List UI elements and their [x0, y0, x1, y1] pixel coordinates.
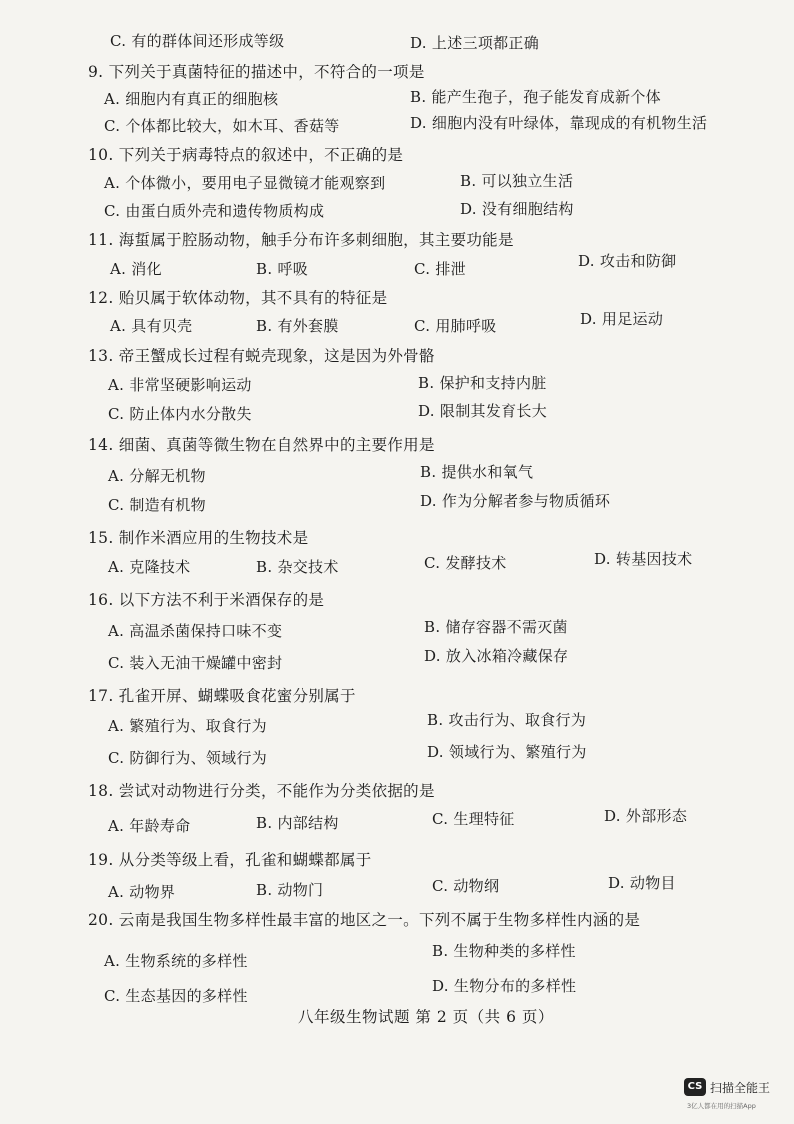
camscanner-name: 扫描全能王 [710, 1081, 771, 1095]
question-stem: 16. 以下方法不利于米酒保存的是 [88, 591, 325, 609]
page-footer: 八年级生物试题 第 2 页（共 6 页） [298, 1008, 554, 1026]
answer-option: C. 防御行为、领域行为 [108, 749, 268, 767]
answer-option: B. 杂交技术 [256, 558, 339, 576]
answer-option: B. 生物种类的多样性 [432, 942, 576, 960]
answer-option: A. 具有贝壳 [110, 317, 193, 335]
answer-option: B. 有外套膜 [256, 317, 339, 335]
answer-option: B. 储存容器不需灭菌 [424, 618, 568, 636]
answer-option: D. 生物分布的多样性 [432, 977, 577, 995]
question-stem: 9. 下列关于真菌特征的描述中，不符合的一项是 [88, 63, 425, 81]
answer-option: A. 个体微小，要用电子显微镜才能观察到 [104, 174, 386, 192]
answer-option: C. 由蛋白质外壳和遗传物质构成 [104, 202, 325, 220]
camscanner-logo-icon: CS [684, 1078, 706, 1096]
answer-option: D. 上述三项都正确 [410, 34, 540, 52]
question-stem: 20. 云南是我国生物多样性最丰富的地区之一。下列不属于生物多样性内涵的是 [88, 911, 641, 929]
question-stem: 17. 孔雀开屏、蝴蝶吸食花蜜分别属于 [88, 687, 356, 705]
answer-option: B. 攻击行为、取食行为 [427, 711, 587, 729]
question-stem: 12. 贻贝属于软体动物，其不具有的特征是 [88, 289, 388, 307]
answer-option: A. 动物界 [108, 883, 176, 901]
answer-option: A. 繁殖行为、取食行为 [108, 717, 267, 735]
answer-option: C. 装入无油干燥罐中密封 [108, 654, 283, 672]
answer-option: A. 非常坚硬影响运动 [108, 376, 252, 394]
question-stem: 15. 制作米酒应用的生物技术是 [88, 529, 309, 547]
answer-option: C. 有的群体间还形成等级 [110, 32, 285, 50]
answer-option: A. 消化 [110, 260, 162, 278]
answer-option: A. 细胞内有真正的细胞核 [104, 90, 279, 108]
answer-option: B. 能产生孢子，孢子能发育成新个体 [410, 88, 661, 106]
answer-option: B. 内部结构 [256, 814, 339, 832]
answer-option: D. 用足运动 [580, 310, 664, 328]
answer-option: A. 克隆技术 [108, 558, 191, 576]
question-stem: 18. 尝试对动物进行分类，不能作为分类依据的是 [88, 782, 435, 800]
answer-option: D. 细胞内没有叶绿体，靠现成的有机物生活 [410, 114, 708, 132]
answer-option: D. 限制其发育长大 [418, 402, 548, 420]
answer-option: C. 发酵技术 [424, 554, 507, 572]
answer-option: B. 保护和支持内脏 [418, 374, 547, 392]
answer-option: D. 攻击和防御 [578, 252, 677, 270]
answer-option: C. 用肺呼吸 [414, 317, 497, 335]
answer-option: D. 放入冰箱冷藏保存 [424, 647, 569, 665]
answer-option: D. 作为分解者参与物质循环 [420, 492, 611, 510]
answer-option: C. 防止体内水分散失 [108, 405, 252, 423]
answer-option: C. 个体都比较大，如木耳、香菇等 [104, 117, 340, 135]
answer-option: B. 可以独立生活 [460, 172, 574, 190]
answer-option: D. 没有细胞结构 [460, 200, 574, 218]
answer-option: B. 动物门 [256, 881, 324, 899]
answer-option: B. 提供水和氧气 [420, 463, 534, 481]
answer-option: A. 分解无机物 [108, 467, 206, 485]
camscanner-tagline: 3亿人都在用的扫描App [687, 1102, 756, 1110]
answer-option: D. 动物目 [608, 874, 676, 892]
question-stem: 10. 下列关于病毒特点的叙述中，不正确的是 [88, 146, 404, 164]
answer-option: C. 排泄 [414, 260, 466, 278]
answer-option: C. 生理特征 [432, 810, 515, 828]
answer-option: A. 高温杀菌保持口味不变 [108, 622, 283, 640]
question-stem: 14. 细菌、真菌等微生物在自然界中的主要作用是 [88, 436, 435, 454]
question-stem: 19. 从分类等级上看，孔雀和蝴蝶都属于 [88, 851, 372, 869]
question-stem: 11. 海蜇属于腔肠动物，触手分布许多刺细胞，其主要功能是 [88, 231, 514, 249]
answer-option: A. 生物系统的多样性 [104, 952, 248, 970]
answer-option: B. 呼吸 [256, 260, 309, 278]
question-stem: 13. 帝王蟹成长过程有蜕壳现象，这是因为外骨骼 [88, 347, 435, 365]
answer-option: C. 生态基因的多样性 [104, 987, 248, 1005]
answer-option: A. 年龄寿命 [108, 817, 191, 835]
answer-option: D. 领域行为、繁殖行为 [427, 743, 587, 761]
answer-option: C. 制造有机物 [108, 496, 206, 514]
answer-option: D. 外部形态 [604, 807, 688, 825]
answer-option: D. 转基因技术 [594, 550, 693, 568]
answer-option: C. 动物纲 [432, 877, 500, 895]
